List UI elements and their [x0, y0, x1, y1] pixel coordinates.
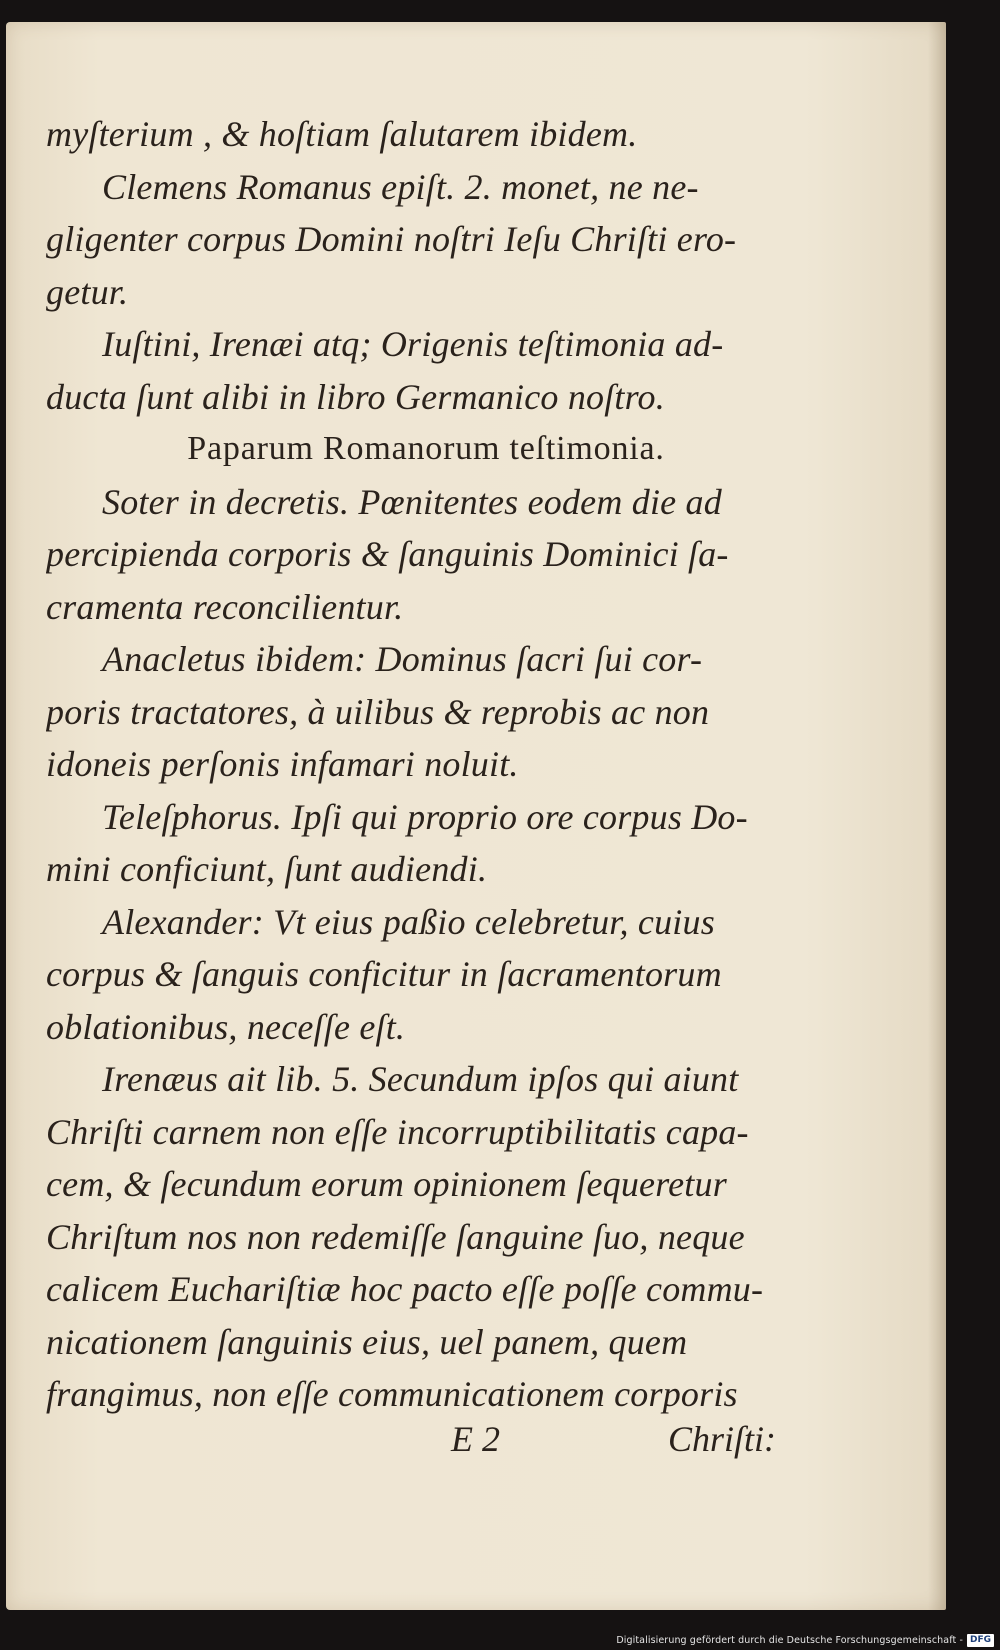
text-line: Soter in decretis. Pœnitentes eodem die ad [102, 481, 722, 522]
text-line: getur. [46, 271, 129, 312]
text-line: Teleſphorus. Ipſi qui proprio ore corpus Do- [102, 796, 748, 837]
dfg-logo: DFG [967, 1634, 994, 1647]
text-line: ducta ſunt alibi in libro Germanico noſtro. [46, 376, 665, 417]
text-line: gligenter corpus Domini noſtri Ieſu Chriſti ero- [46, 219, 737, 259]
text-line: Chriſti carnem non eſſe incorruptibilitatis capa- [46, 1111, 749, 1152]
text-line: Iuſtini, Irenæi atq; Origenis teſtimonia ad- [102, 324, 724, 364]
page-footer [46, 1413, 786, 1465]
text-line: Alexander: Vt eius paßio celebretur, cuius [102, 901, 715, 942]
text-line: cem, & ſecundum eorum opinionem ſequeretur [46, 1164, 727, 1204]
text-line: frangimus, non eſſe communicationem corporis [46, 1374, 738, 1414]
text-line: poris tractatores, à uilibus & reprobis ac non [46, 691, 710, 732]
text-line: Chriſtum nos non redemiſſe ſanguine ſuo, neque [46, 1216, 745, 1257]
page-text-block [46, 108, 806, 1421]
funding-credit-bar [570, 1630, 1000, 1650]
text-line: mini conficiunt, ſunt audiendi. [46, 849, 488, 889]
signature-mark: E 2 [451, 1419, 500, 1459]
text-line: Irenæus ait lib. 5. Secundum ipſos qui aiunt [102, 1059, 739, 1099]
funding-credit-text: Digitalisierung gefördert durch die Deutsche Forschungsgemeinschaft - [616, 1634, 963, 1646]
text-line: oblationibus, neceſſe eſt. [46, 1006, 406, 1047]
text-line: Clemens Romanus epiſt. 2. monet, ne ne- [102, 166, 699, 207]
text-line: Anacletus ibidem: Dominus ſacri ſui cor- [102, 639, 703, 679]
book-page [6, 22, 946, 1610]
text-line: nicationem ſanguinis eius, uel panem, quem [46, 1321, 688, 1362]
catchword: Chriſti: [667, 1419, 776, 1459]
text-line: percipienda corporis & ſanguinis Dominici ſa- [46, 534, 729, 574]
text-line: corpus & ſanguis conficitur in ſacramentorum [46, 954, 722, 994]
text-line: cramenta reconcilientur. [46, 586, 404, 627]
page-edge-shadow [928, 22, 946, 1610]
section-heading: Paparum Romanorum teſtimonia. [187, 430, 665, 467]
text-line: calicem Euchariſtiæ hoc pacto eſſe poſſe commu- [46, 1269, 764, 1309]
text-line: idoneis perſonis infamari noluit. [46, 744, 519, 784]
text-line: myſterium , & hoſtiam ſalutarem ibidem. [46, 114, 638, 154]
